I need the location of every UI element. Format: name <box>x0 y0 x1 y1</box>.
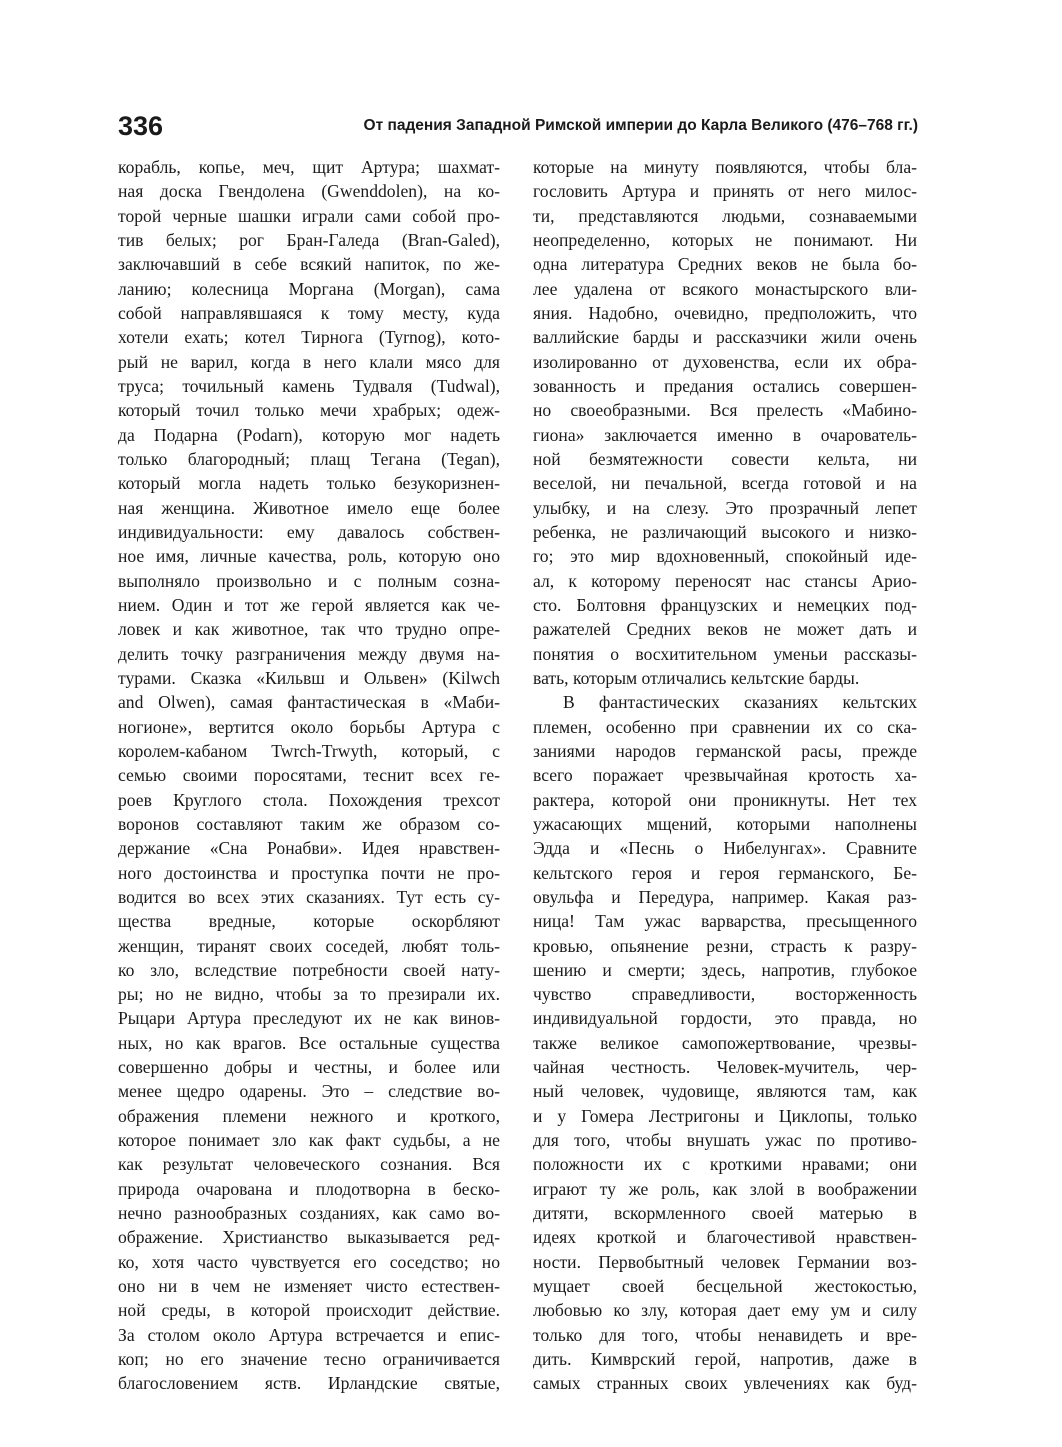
text-line: лее удалена от всякого монастырского вли- <box>533 278 917 299</box>
text-line: идеях кроткой и благочестивой нравствен- <box>533 1227 917 1248</box>
text-line: ногионе», вертится около борьбы Артура с <box>118 716 500 737</box>
text-line: ница! Там ужас варварства, пресыщенного <box>533 911 917 932</box>
text-line: ности. Первобытный человек Германии воз- <box>533 1251 917 1272</box>
text-line: ко, хотя часто чувствуется его соседство; но <box>118 1251 500 1272</box>
text-line: ображения племени нежного и кроткого, <box>118 1105 500 1126</box>
text-line: но своеобразными. Вся прелесть «Мабино- <box>533 400 917 421</box>
text-line: всего поражает чрезвычайная кротость ха- <box>533 765 917 786</box>
text-line: и у Гомера Лестригоны и Циклопы, только <box>533 1105 917 1126</box>
text-line: ко зло, вследствие потребности своей нату- <box>118 959 500 980</box>
text-line: За столом около Артура встречается и епис- <box>118 1324 500 1345</box>
text-line: гиона» заключается именно в очарователь- <box>533 424 917 445</box>
text-line: ная доска Гвендолена (Gwenddolen), на ко- <box>118 181 500 202</box>
text-line: хотели ехать; котел Тирнога (Tyrnog), кото- <box>118 327 500 348</box>
text-line: щества вредные, которые оскорбляют <box>118 911 500 932</box>
text-line: ображение. Христианство выказывается ред- <box>118 1227 500 1248</box>
text-line: ужасающих мщений, которыми наполнены <box>533 813 917 834</box>
text-line: самых странных своих увлечениях как буд- <box>533 1373 917 1394</box>
text-line: мущает своей бесцельной жестокостью, <box>533 1276 917 1297</box>
text-line: труса; точильный камень Тудваля (Tudwal), <box>118 375 500 396</box>
text-line: также великое самопожертвование, чрезвы- <box>533 1032 917 1053</box>
text-line: изолированно от духовенства, если их обра- <box>533 351 917 372</box>
text-line: водится во всех этих сказаниях. Тут есть су- <box>118 886 500 907</box>
text-line: торой черные шашки играли сами собой про- <box>118 205 500 226</box>
text-line: оно ни в чем не изменяет чисто естествен- <box>118 1276 500 1297</box>
text-line: природа очарована и плодотворна в беско- <box>118 1178 500 1199</box>
text-line: кельтского героя и героя германского, Бе- <box>533 862 917 883</box>
text-line: зованность и предания остались совершен- <box>533 375 917 396</box>
text-line: Рыцари Артура преследуют их не как винов- <box>118 1008 500 1029</box>
text-line: только для того, чтобы ненавидеть и вре- <box>533 1324 917 1345</box>
text-line: положности их с кроткими нравами; они <box>533 1154 917 1175</box>
text-line: племен, особенно при сравнении их со ска- <box>533 716 917 737</box>
text-line: делить точку разграничения между двумя на- <box>118 643 500 664</box>
text-line: го; это мир вдохновенный, спокойный иде- <box>533 546 917 567</box>
text-line: понятия о восхитительном уменьи рассказы- <box>533 643 917 664</box>
text-line: ребенка, не различающий высокого и низко- <box>533 521 917 542</box>
text-line: ры; но не видно, чтобы за то презирали их. <box>118 984 500 1005</box>
text-line: индивидуальности: ему давалось собствен- <box>118 521 500 542</box>
text-line: любовью ко злу, которая дает ему ум и силу <box>533 1300 917 1321</box>
text-line: ланию; колесница Моргана (Morgan), сама <box>118 278 500 299</box>
text-line: сто. Болтовня французских и немецких под- <box>533 594 917 615</box>
text-line: королем-кабаном Twrch-Trwyth, который, с <box>118 740 500 761</box>
text-line: В фантастических сказаниях кельтских <box>563 692 917 713</box>
text-line: да Подарна (Podarn), которую мог надеть <box>118 424 500 445</box>
text-line: веселой, ни печальной, всегда готовой и на <box>533 473 917 494</box>
text-line: рактера, которой они проникнуты. Нет тех <box>533 789 917 810</box>
text-line: выполняло произвольно и с полным созна- <box>118 570 500 591</box>
text-line: нием. Один и тот же герой является как че- <box>118 594 500 615</box>
text-line: ловек и как животное, так что трудно опре- <box>118 619 500 640</box>
text-line: Эдда и «Песнь о Нибелунгах». Сравните <box>533 838 917 859</box>
text-line: для того, чтобы внушать ужас по противо- <box>533 1130 917 1151</box>
page-header <box>118 108 918 144</box>
text-line: воронов составляют таким же образом со- <box>118 813 500 834</box>
text-line: рый не варил, когда в него клали мясо для <box>118 351 500 372</box>
text-column-left <box>118 155 500 1396</box>
text-line: собой направлявшаяся к тому месту, куда <box>118 302 500 323</box>
text-line: как результат человеческого сознания. Вся <box>118 1154 500 1175</box>
text-line: чайная честность. Человек-мучитель, чер- <box>533 1057 917 1078</box>
text-line: and Olwen), самая фантастическая в «Маби- <box>118 692 500 713</box>
text-line: благословением яств. Ирландские святые, <box>118 1373 500 1394</box>
text-line: кровью, опьянение резни, страсть к разру- <box>533 935 917 956</box>
text-line: чувство справедливости, восторженность <box>533 984 917 1005</box>
text-line: овульфа и Передура, например. Какая раз- <box>533 886 917 907</box>
text-line: нечно разнообразных созданиях, как само во- <box>118 1203 500 1224</box>
text-line: турами. Сказка «Кильвш и Ольвен» (Kilwch <box>118 667 500 688</box>
text-line: шению и смерти; здесь, напротив, глубокое <box>533 959 917 980</box>
text-line: корабль, копье, меч, щит Артура; шахмат- <box>118 157 500 177</box>
text-line: которые на минуту появляются, чтобы бла- <box>533 157 917 177</box>
text-line: который точил только мечи храбрых; одеж- <box>118 400 500 421</box>
running-title: От падения Западной Римской империи до Карла Великого (476–768 гг.) <box>363 117 918 134</box>
text-line: семью своими поросятами, теснит всех ге- <box>118 765 500 786</box>
text-line: дить. Кимврский герой, напротив, даже в <box>533 1349 917 1370</box>
text-line: ная женщина. Животное имело еще более <box>118 497 500 518</box>
text-column-right <box>533 155 917 1396</box>
text-line: одна литература Средних веков не была бо- <box>533 254 917 275</box>
text-line: ного достоинства и проступка почти не про- <box>118 862 500 883</box>
text-line: индивидуальной гордости, это правда, но <box>533 1008 917 1029</box>
text-line: ный человек, чудовище, являются там, как <box>533 1081 917 1102</box>
text-line: вать, которым отличались кельтские барды. <box>533 667 860 688</box>
text-line: женщин, тиранят своих соседей, любят толь- <box>118 935 500 956</box>
text-line: ной безмятежности совести кельта, ни <box>533 448 917 469</box>
text-line: играют ту же роль, как злой в воображении <box>533 1178 917 1199</box>
page-number: 336 <box>118 111 164 141</box>
text-line: совершенно добры и честны, и более или <box>118 1057 500 1078</box>
text-line: ное имя, личные качества, роль, которую оно <box>118 546 500 567</box>
text-line: менее щедро одарены. Это – следствие во- <box>118 1081 500 1102</box>
text-line: коп; но его значение тесно ограничивается <box>118 1349 500 1370</box>
text-line: валлийские барды и рассказчики жили очень <box>533 327 917 348</box>
text-line: гословить Артура и принять от него милос- <box>533 181 917 202</box>
text-line: ной среды, в которой происходит действие. <box>118 1300 500 1321</box>
text-line: который могла надеть только безукоризнен- <box>118 473 500 494</box>
text-line: ти, представляются людьми, сознаваемыми <box>533 205 917 226</box>
text-line: ных, но как врагов. Все остальные существа <box>118 1032 500 1053</box>
text-line: яния. Надобно, очевидно, предположить, что <box>533 302 917 323</box>
text-line: заниями народов германской расы, прежде <box>533 740 917 761</box>
text-line: роев Круглого стола. Похождения трехсот <box>118 789 500 810</box>
text-line: ал, к которому переносят нас стансы Арио- <box>533 570 917 591</box>
text-line: заключавший в себе всякий напиток, по же- <box>118 254 500 275</box>
text-line: неопределенно, которых не понимают. Ни <box>533 229 917 250</box>
text-line: улыбку, и на слезу. Это прозрачный лепет <box>533 497 917 518</box>
text-line: которое понимает зло как факт судьбы, а не <box>118 1130 500 1151</box>
text-line: держание «Сна Ронабви». Идея нравствен- <box>118 838 500 859</box>
text-line: ражателей Средних веков не может дать и <box>533 619 917 640</box>
text-line: тив белых; рог Бран-Галеда (Bran-Galed), <box>118 229 500 250</box>
text-line: только благородный; плащ Тегана (Tegan), <box>118 448 500 469</box>
text-line: дитяти, вскормленного своей матерью в <box>533 1203 917 1224</box>
